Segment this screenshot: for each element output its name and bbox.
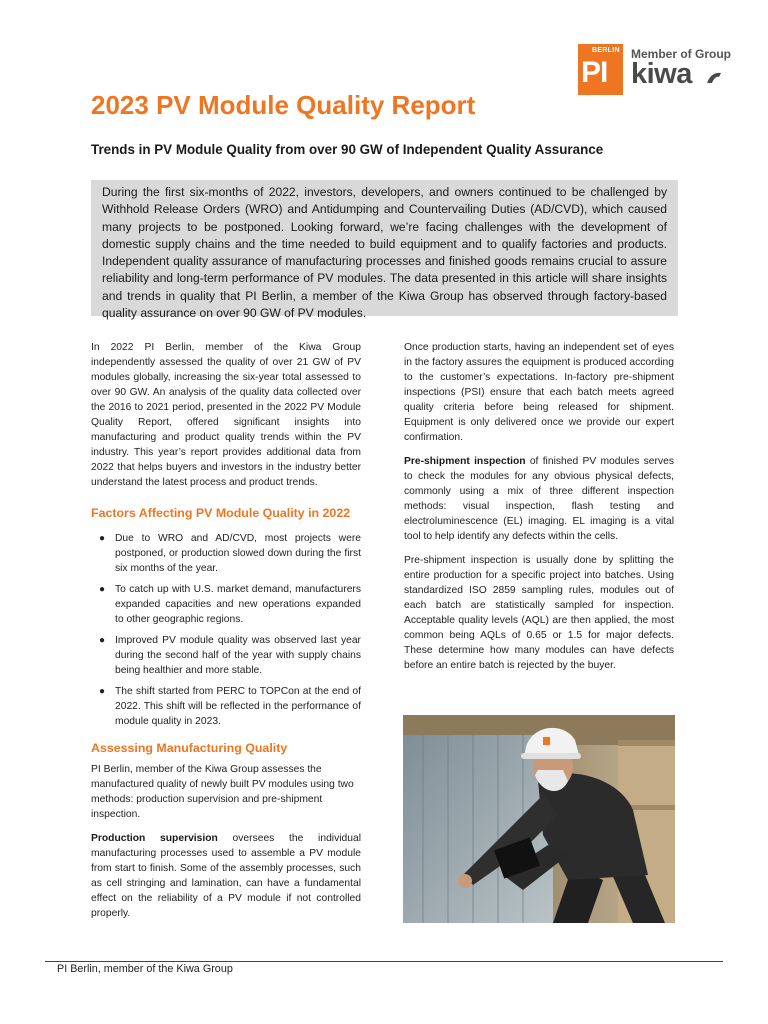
pre-shipment-paragraph — [404, 454, 674, 544]
bullet-icon: ● — [99, 635, 106, 646]
intro-paragraph: In 2022 PI Berlin, member of the Kiwa Group independently assessed the quality of over 21 GW of PV modules globally, increasing the six-year total assessed to over 90 GW. An analysis of the quality data collected over the 2016 to 2021 period, presented in the 2022 PV Module Quality Report, offered significant insights into manufacturing and product quality trends within the PV industry. This year’s report provides additional data from 2022 that helps buyers and investors in the industry better understand the latest process and product trends. — [91, 342, 361, 488]
production-supervision-text: oversees the individual manufacturing processes used to assemble a PV module from start to finish. Some of the assembly processes, such as cell stringing and lamination, can have a fundamental effect on the reliability of a PV module if not controlled properly. — [91, 833, 361, 919]
production-supervision-term: Production supervision — [91, 833, 218, 844]
pi-berlin-kiwa-logo — [578, 44, 732, 96]
page-subtitle: Trends in PV Module Quality from over 90 GW of Independent Quality Assurance — [91, 142, 604, 157]
logo-pi-text: PI — [581, 56, 608, 89]
right-column — [404, 340, 674, 673]
section-heading-factors: Factors Affecting PV Module Quality in 2022 — [91, 506, 351, 520]
list-item-text: The shift started from PERC to TOPCon at the end of 2022. This shift will be reflected in the performance of module quality in 2023. — [115, 686, 361, 727]
sampling-paragraph: Pre-shipment inspection is usually done by splitting the entire production for a specific project into batches. Using standardized ISO 2859 sampling rules, modules out of each batch are statistically sampled for inspection. Acceptable quality levels (AQL) are then applied, the most common being AQLs of 0.65 or 1.5 for major defects. These determine how many modules can have defects before an entire batch is rejected by the buyer. — [404, 555, 674, 671]
production-start-paragraph: Once production starts, having an independent set of eyes in the factory assures the equipment is produced according to the customer’s expectations. In-factory pre-shipment inspections (PSI) ensure that each batch meets agreed quality criteria before being released for shipment. Equipment is only delivered once we provide our expert confirmation. — [404, 342, 674, 443]
footer-text: PI Berlin, member of the Kiwa Group — [57, 963, 233, 975]
pi-berlin-logo-mark — [578, 44, 623, 95]
production-supervision-paragraph — [91, 831, 361, 921]
factors-list — [91, 531, 361, 729]
list-item-text: Improved PV module quality was observed last year during the second half of the year with supply chains being healthier and more stable. — [115, 635, 361, 676]
inspector-photo — [403, 715, 675, 923]
logo-kiwa-text: kiwa — [631, 58, 692, 90]
list-item-text: To catch up with U.S. market demand, manufacturers expanded capacities and new operations expanded to other geographic regions. — [115, 584, 361, 625]
logo-berlin-text: BERLIN — [592, 47, 620, 54]
kiwa-bird-icon — [706, 69, 722, 85]
list-item-text: Due to WRO and AD/CVD, most projects were postponed, or production slowed down during the first six months of the year. — [115, 533, 361, 574]
list-item — [91, 684, 361, 729]
bullet-icon: ● — [99, 533, 106, 544]
intro-summary-box: During the first six-months of 2022, investors, developers, and owners continued to be challenged by Withhold Release Orders (WRO) and Antidumping and Countervailing Duties (AD/CVD), which caused many projects to be postponed. Looking forward, we’re facing challenges with the development of domestic supply chains and the time needed to build equipment and to qualify factories and products. Independent quality assurance of manufacturing processes and finished goods remains crucial to assure reliability and long-term performance of PV modules. The data presented in this article will share insights and trends in quality that PI Berlin, a member of the Kiwa Group has observed through factory-based quality assurance on over 90 GW of PV modules. — [91, 180, 678, 316]
footer-divider — [45, 961, 723, 962]
assessing-paragraph: PI Berlin, member of the Kiwa Group assesses the manufactured quality of newly built PV modules using two methods: production supervision and pre-shipment inspection. — [91, 764, 354, 820]
list-item — [91, 582, 361, 627]
left-column — [91, 340, 361, 921]
pre-shipment-text: of finished PV modules serves to check the modules for any obvious physical defects, commonly using a mix of three different inspection methods: visual inspection, flash testing and electroluminescence (EL) imaging. EL imaging is a vital tool to help identify any defects within the cells. — [404, 456, 674, 542]
list-item — [91, 531, 361, 576]
bullet-icon: ● — [99, 686, 106, 697]
section-heading-assessing: Assessing Manufacturing Quality — [91, 741, 288, 755]
bullet-icon: ● — [99, 584, 106, 595]
list-item — [91, 633, 361, 678]
pre-shipment-term: Pre-shipment inspection — [404, 456, 526, 467]
logo-member-of-group: Member of Group — [631, 47, 732, 61]
page-title: 2023 PV Module Quality Report — [91, 90, 476, 120]
